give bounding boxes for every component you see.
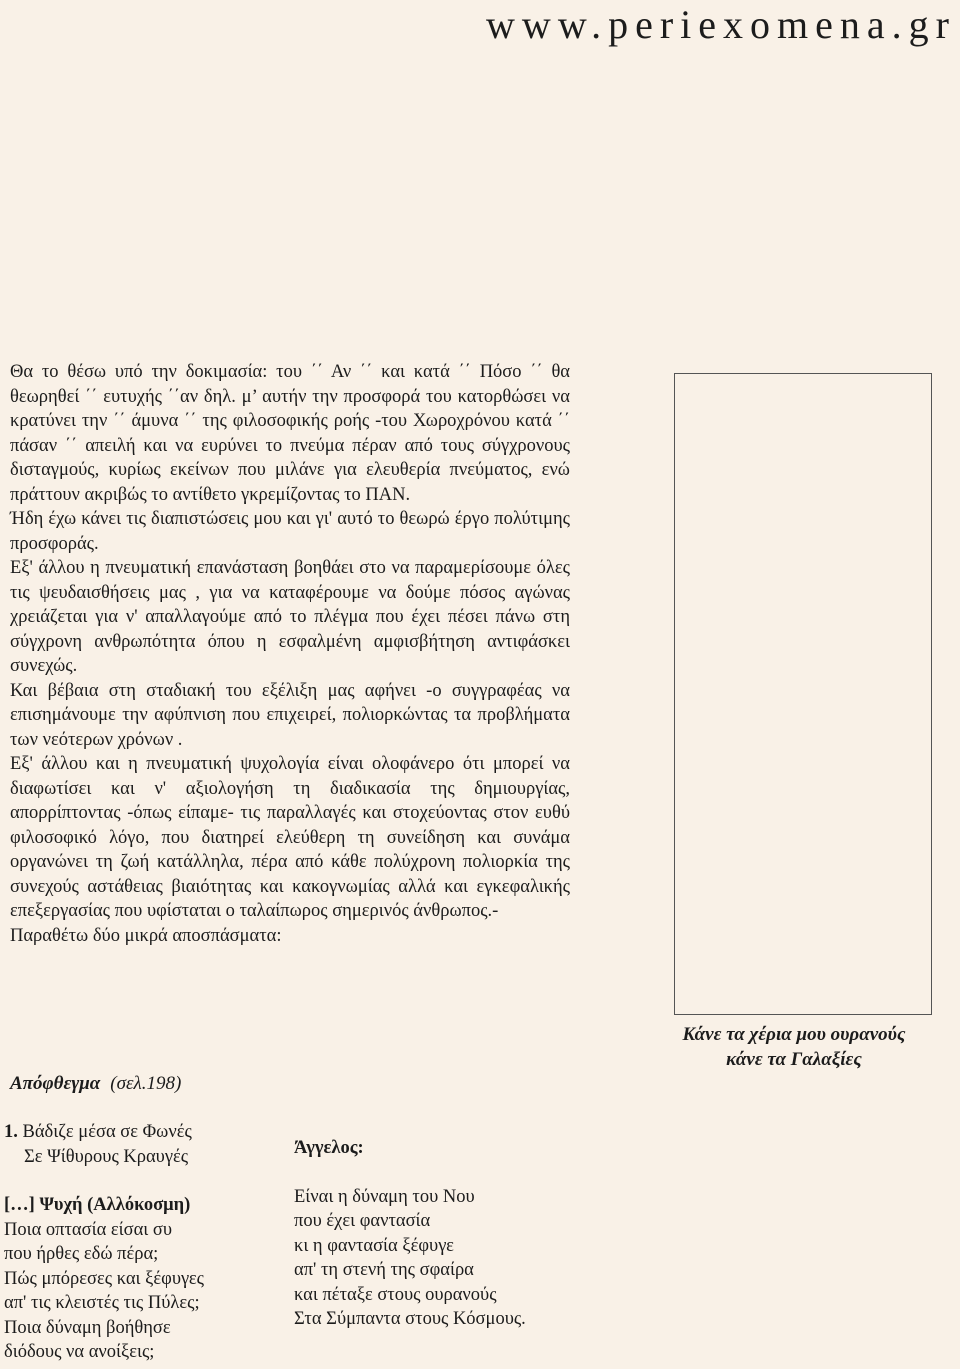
poem-left (4, 1120, 274, 1365)
poem-line: που έχει φαντασία (294, 1211, 431, 1231)
caption-line: Κάνε τα χέρια μου ουρανούς (682, 1024, 906, 1045)
poem-line: που ήρθες εδώ πέρα; (4, 1244, 159, 1264)
spacer (4, 1169, 274, 1193)
image-frame (674, 373, 932, 1015)
poem-line: Πώς μπόρεσες και ξέφυγες (4, 1268, 204, 1289)
article-paragraph: Παραθέτω δύο μικρά αποσπάσματα: (10, 925, 282, 946)
poem-title-text: […] Ψυχή (Αλλόκοσμη) (4, 1195, 191, 1215)
poem-line: διόδους να ανοίξεις; (4, 1342, 155, 1362)
poem-number: 1. (4, 1122, 18, 1142)
poem-line: κι η φαντασία ξέφυγε (294, 1235, 454, 1256)
poem-line: απ' τις κλειστές τις Πύλες; (4, 1293, 200, 1313)
article-paragraph: Εξ' άλλου και η πνευματική ψυχολογία είναι ολοφάνερο ότι μπορεί να διαφωτίσει και ν' αξιολογήση τη διαδικασία της δημιουργίας, απορρίπτοντας -όπως είπαμε- τις παραλλαγές και στοχεύοντας στον ευθύ φιλοσοφικό λόγο, που διατηρεί ελεύθερη τη συνείδηση και συνάμα οργανώνει τη ζωή κατάλληλα, πέρα από κάθε πολύχρονη πολιορκία της συνεχούς αστάθειας βιαιότητας και κακογνωμίας αλλά και εγκεφαλικής επεξεργασίας που υφίσταται ο ταλαίπωρος σημερινός άνθρωπος.- (10, 754, 570, 921)
poem-heading: Άγγελος: (294, 1138, 364, 1158)
excerpt-page: (σελ.198) (110, 1073, 182, 1094)
excerpt-label: Απόφθεγμα (10, 1073, 101, 1094)
site-header[interactable]: www.periexomena.gr (486, 2, 956, 47)
poem-line: και πέταξε στους ουρανούς (294, 1284, 497, 1305)
poem-line: Ποια οπτασία είσαι συ (4, 1219, 173, 1240)
poem-line: Ποια δύναμη βοήθησε (4, 1317, 171, 1338)
poem-line: Σε Ψίθυρους Κραυγές (24, 1146, 189, 1167)
poem-line (4, 1120, 274, 1145)
article-paragraph: Ήδη έχω κάνει τις διαπιστώσεις μου και γι' αυτό το θεωρώ έργο πολύτιμης προσφοράς. (10, 509, 570, 554)
article-paragraph: Εξ' άλλου η πνευματική επανάσταση βοηθάει στο να παραμερίσουμε όλες τις ψευδαισθήσεις μας , για να καταφέρουμε να δούμε πόσος αγώνας χρειάζεται για ν' απαλλαγούμε από το πλέγμα που έχει πέσει πάνω στη σύγχρονη ανθρωπότητα όπου η εσφαλμένη αμφισβήτηση αντιφάσκει συνεχώς. (10, 558, 570, 676)
article-paragraph: Και βέβαια στη σταδιακή του εξέλιξη μας αφήνει -ο συγγραφέας να επισημάνουμε την αφύπνιση που επιχειρεί, πολιορκώντας τα προβλήματα των νεότερων χρόνων . (10, 680, 570, 750)
caption-line: κάνε τα Γαλαξίες (726, 1049, 862, 1070)
poem-line-text: Βάδιζε μέσα σε Φωνές (22, 1122, 192, 1142)
poem-line: Στα Σύμπαντα στους Κόσμους. (294, 1309, 526, 1329)
poem-line: Είναι η δύναμη του Νου (294, 1186, 475, 1207)
image-caption (652, 1022, 936, 1072)
poem-line: απ' τη στενή της σφαίρα (294, 1260, 474, 1280)
article-paragraph: Θα το θέσω υπό την δοκιμασία: του ΄΄ Αν ΄΄ και κατά ΄΄ Πόσο ΄΄ θα θεωρηθεί ΄΄ ευτυχής ΄΄αν δηλ. μ’ αυτήν την προσφορά του κατορθώσει να κρατύνει την ΄΄ άμυνα ΄΄ της φιλοσοφικής ροής -του Χωροχρόνου κατά ΄΄ πάσαν ΄΄ απειλή και να ευρύνει το πνεύμα πέραν από τους σύγχρονους δισταγμούς, κυρίως εκείνων που μιλάνε για ελευθερία πνεύματος, ενώ πράττουν ακριβώς το αντίθετο γκρεμίζοντας το ΠΑΝ. (10, 362, 570, 505)
excerpt-heading (10, 1072, 181, 1096)
poem-title (4, 1193, 274, 1218)
article-body (10, 360, 570, 948)
poem-right (294, 1136, 594, 1332)
